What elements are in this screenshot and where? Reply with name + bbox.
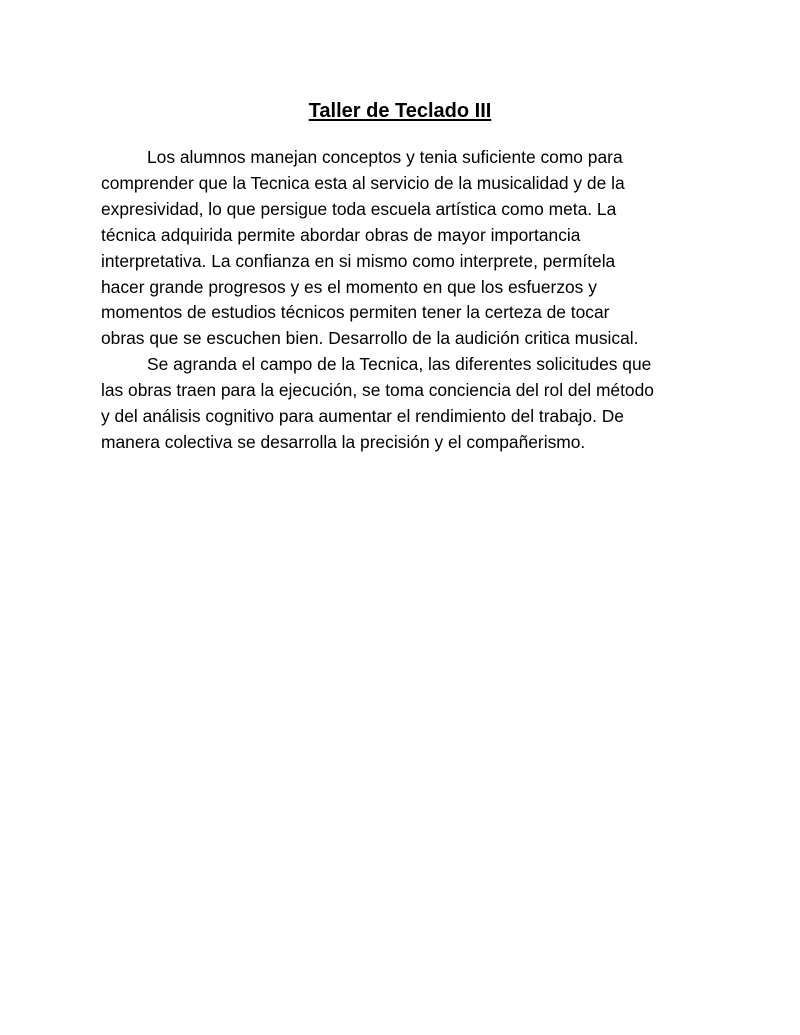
- text-line: expresividad, lo que persigue toda escuela artística como meta. La: [101, 198, 617, 219]
- paragraph-1: [101, 145, 711, 352]
- text-line: y del análisis cognitivo para aumentar el rendimiento del trabajo. De: [101, 406, 624, 427]
- text-line: comprender que la Tecnica esta al servicio de la musicalidad y de la: [101, 172, 625, 193]
- text-line: interpretativa. La confianza en si mismo como interprete, permítela: [101, 250, 616, 271]
- text-line: las obras traen para la ejecución, se toma conciencia del rol del método: [101, 380, 654, 401]
- document-body: [101, 145, 711, 456]
- text-line: técnica adquirida permite abordar obras de mayor importancia: [101, 224, 581, 245]
- text-line: obras que se escuchen bien. Desarrollo de la audición critica musical.: [101, 328, 639, 349]
- page-title: Taller de Teclado III: [308, 100, 492, 122]
- text-line: Se agranda el campo de la Tecnica, las diferentes solicitudes que: [147, 354, 652, 375]
- text-line: hacer grande progresos y es el momento en que los esfuerzos y: [101, 276, 597, 297]
- text-line: Los alumnos manejan conceptos y tenia suficiente como para: [147, 147, 623, 167]
- text-line: momentos de estudios técnicos permiten tener la certeza de tocar: [101, 302, 610, 323]
- text-line: manera colectiva se desarrolla la precisión y el compañerismo.: [101, 431, 586, 452]
- paragraph-2: [101, 352, 711, 456]
